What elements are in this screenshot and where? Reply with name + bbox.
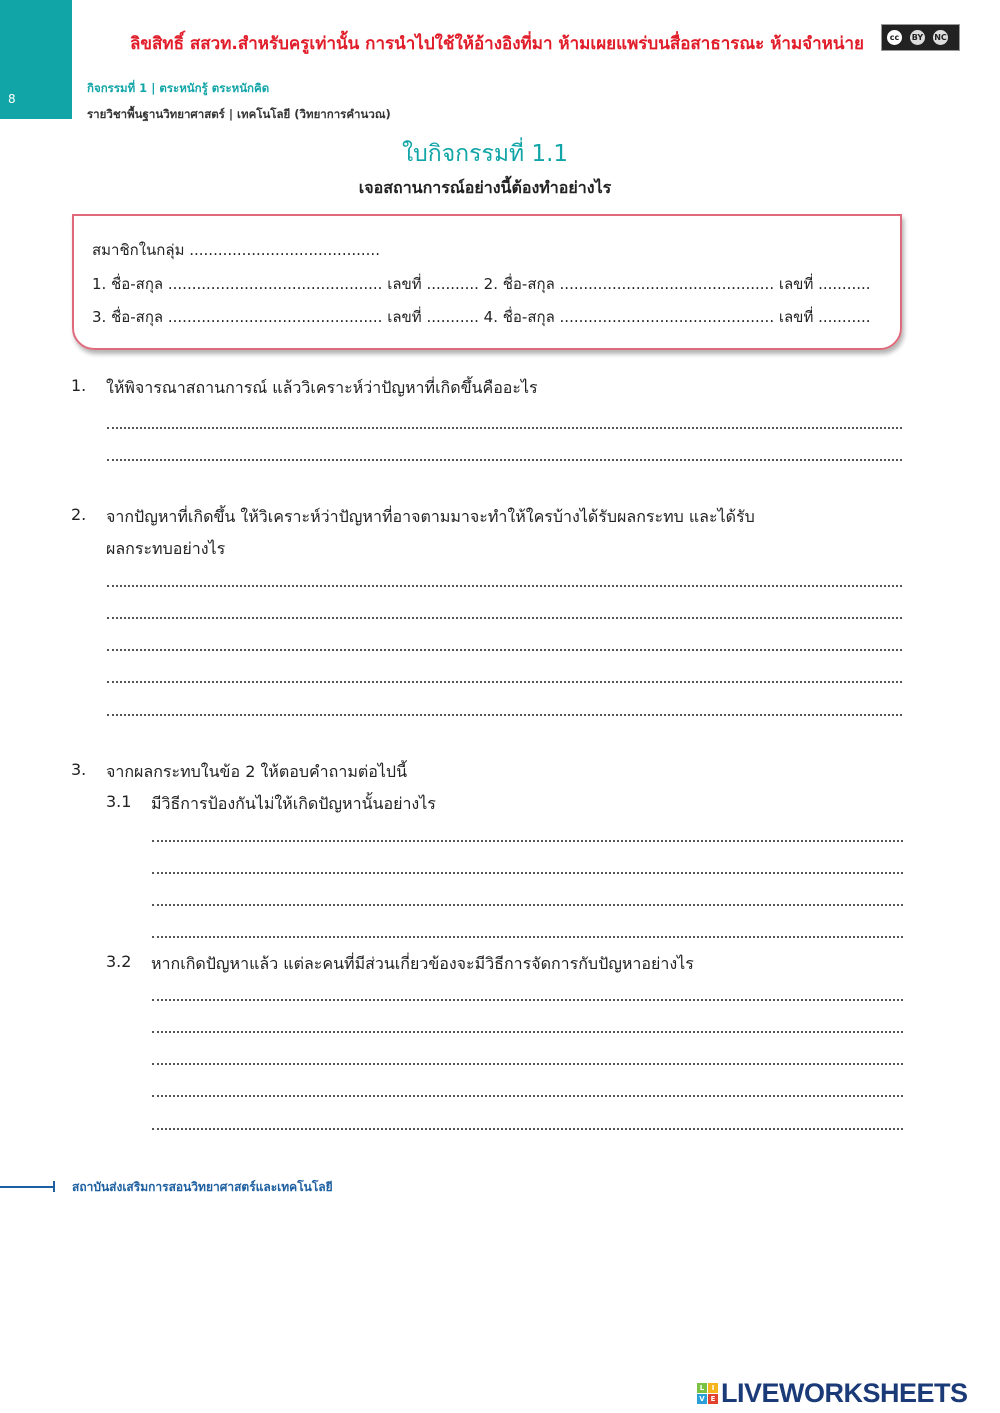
answer-line[interactable] xyxy=(107,681,902,683)
answer-line[interactable] xyxy=(152,1128,903,1130)
by-icon: BY xyxy=(908,28,927,47)
question-3-1-number: 3.1 xyxy=(106,792,132,811)
logo-letter: E xyxy=(708,1394,718,1404)
answer-line[interactable] xyxy=(152,872,903,874)
question-1-text: ให้พิจารณาสถานการณ์ แล้ววิเคราะห์ว่าปัญหาที่เกิดขึ้นคืออะไร xyxy=(106,378,538,397)
answer-line[interactable] xyxy=(152,1031,903,1033)
liveworksheets-wordmark: LIVEWORKSHEETS xyxy=(721,1378,968,1408)
answer-line[interactable] xyxy=(152,840,903,842)
footer-institute: สถาบันส่งเสริมการสอนวิทยาศาสตร์และเทคโนโลยี xyxy=(72,1180,333,1194)
logo-letter: I xyxy=(708,1383,718,1393)
answer-line[interactable] xyxy=(107,617,902,619)
answer-line[interactable] xyxy=(152,1063,903,1065)
question-3-text: จากผลกระทบในข้อ 2 ให้ตอบคำถามต่อไปนี้ xyxy=(106,762,408,781)
activity-label: กิจกรรมที่ 1 | ตระหนักรู้ ตระหนักคิด xyxy=(87,81,270,95)
logo-letter: V xyxy=(697,1394,707,1404)
cc-license-badge xyxy=(881,24,960,51)
answer-line[interactable] xyxy=(152,904,903,906)
question-3-2-number: 3.2 xyxy=(106,952,132,971)
page-subtitle: เจอสถานการณ์อย่างนี้ต้องทำอย่างไร xyxy=(358,178,612,197)
liveworksheets-brand xyxy=(697,1378,968,1409)
answer-line[interactable] xyxy=(152,999,903,1001)
cc-icon: cc xyxy=(885,28,904,47)
answer-line[interactable] xyxy=(152,1095,903,1097)
answer-line[interactable] xyxy=(107,649,902,651)
answer-line[interactable] xyxy=(152,936,903,938)
question-3-1-text: มีวิธีการป้องกันไม่ให้เกิดปัญหานั้นอย่างไร xyxy=(151,794,436,813)
nc-icon: NC xyxy=(931,28,950,47)
liveworksheets-logo-icon xyxy=(697,1383,718,1404)
group-members-box xyxy=(72,214,902,350)
member-row[interactable]: 1. ชื่อ-สกุล ............................................. เลขที่ ........... 2. ชื่อ-สกุล ............................................. เลขที่ ........... xyxy=(92,275,871,293)
subject-label: รายวิชาพื้นฐานวิทยาศาสตร์ | เทคโนโลยี (วิทยาการคำนวณ) xyxy=(87,107,391,121)
footer-rule xyxy=(0,1186,55,1188)
question-2-number: 2. xyxy=(71,505,87,524)
group-label[interactable]: สมาชิกในกลุ่ม ........................................ xyxy=(92,241,380,259)
page-number: 8 xyxy=(8,92,16,106)
member-row[interactable]: 3. ชื่อ-สกุล ............................................. เลขที่ ........... 4. ชื่อ-สกุล ............................................. เลขที่ ........... xyxy=(92,308,871,326)
copyright-notice: ลิขสิทธิ์ สสวท.สำหรับครูเท่านั้น การนำไปใช้ให้อ้างอิงที่มา ห้ามเผยแพร่บนสื่อสาธารณะ ห้ามจำหน่าย xyxy=(130,34,864,54)
answer-line[interactable] xyxy=(107,585,902,587)
question-2-text: จากปัญหาที่เกิดขึ้น ให้วิเคราะห์ว่าปัญหาที่อาจตามมาจะทำให้ใครบ้างได้รับผลกระทบ และได้รับ xyxy=(106,507,755,526)
question-3-number: 3. xyxy=(71,760,87,779)
answer-line[interactable] xyxy=(107,459,902,461)
footer-rule-tick xyxy=(53,1181,55,1192)
answer-line[interactable] xyxy=(107,427,902,429)
question-1-number: 1. xyxy=(71,376,87,395)
question-3-2-text: หากเกิดปัญหาแล้ว แต่ละคนที่มีส่วนเกี่ยวข้องจะมีวิธีการจัดการกับปัญหาอย่างไร xyxy=(151,954,694,973)
page-title: ใบกิจกรรมที่ 1.1 xyxy=(401,141,569,167)
question-2-text-cont: ผลกระทบอย่างไร xyxy=(106,539,226,558)
logo-letter: L xyxy=(697,1383,707,1393)
answer-line[interactable] xyxy=(107,714,902,716)
